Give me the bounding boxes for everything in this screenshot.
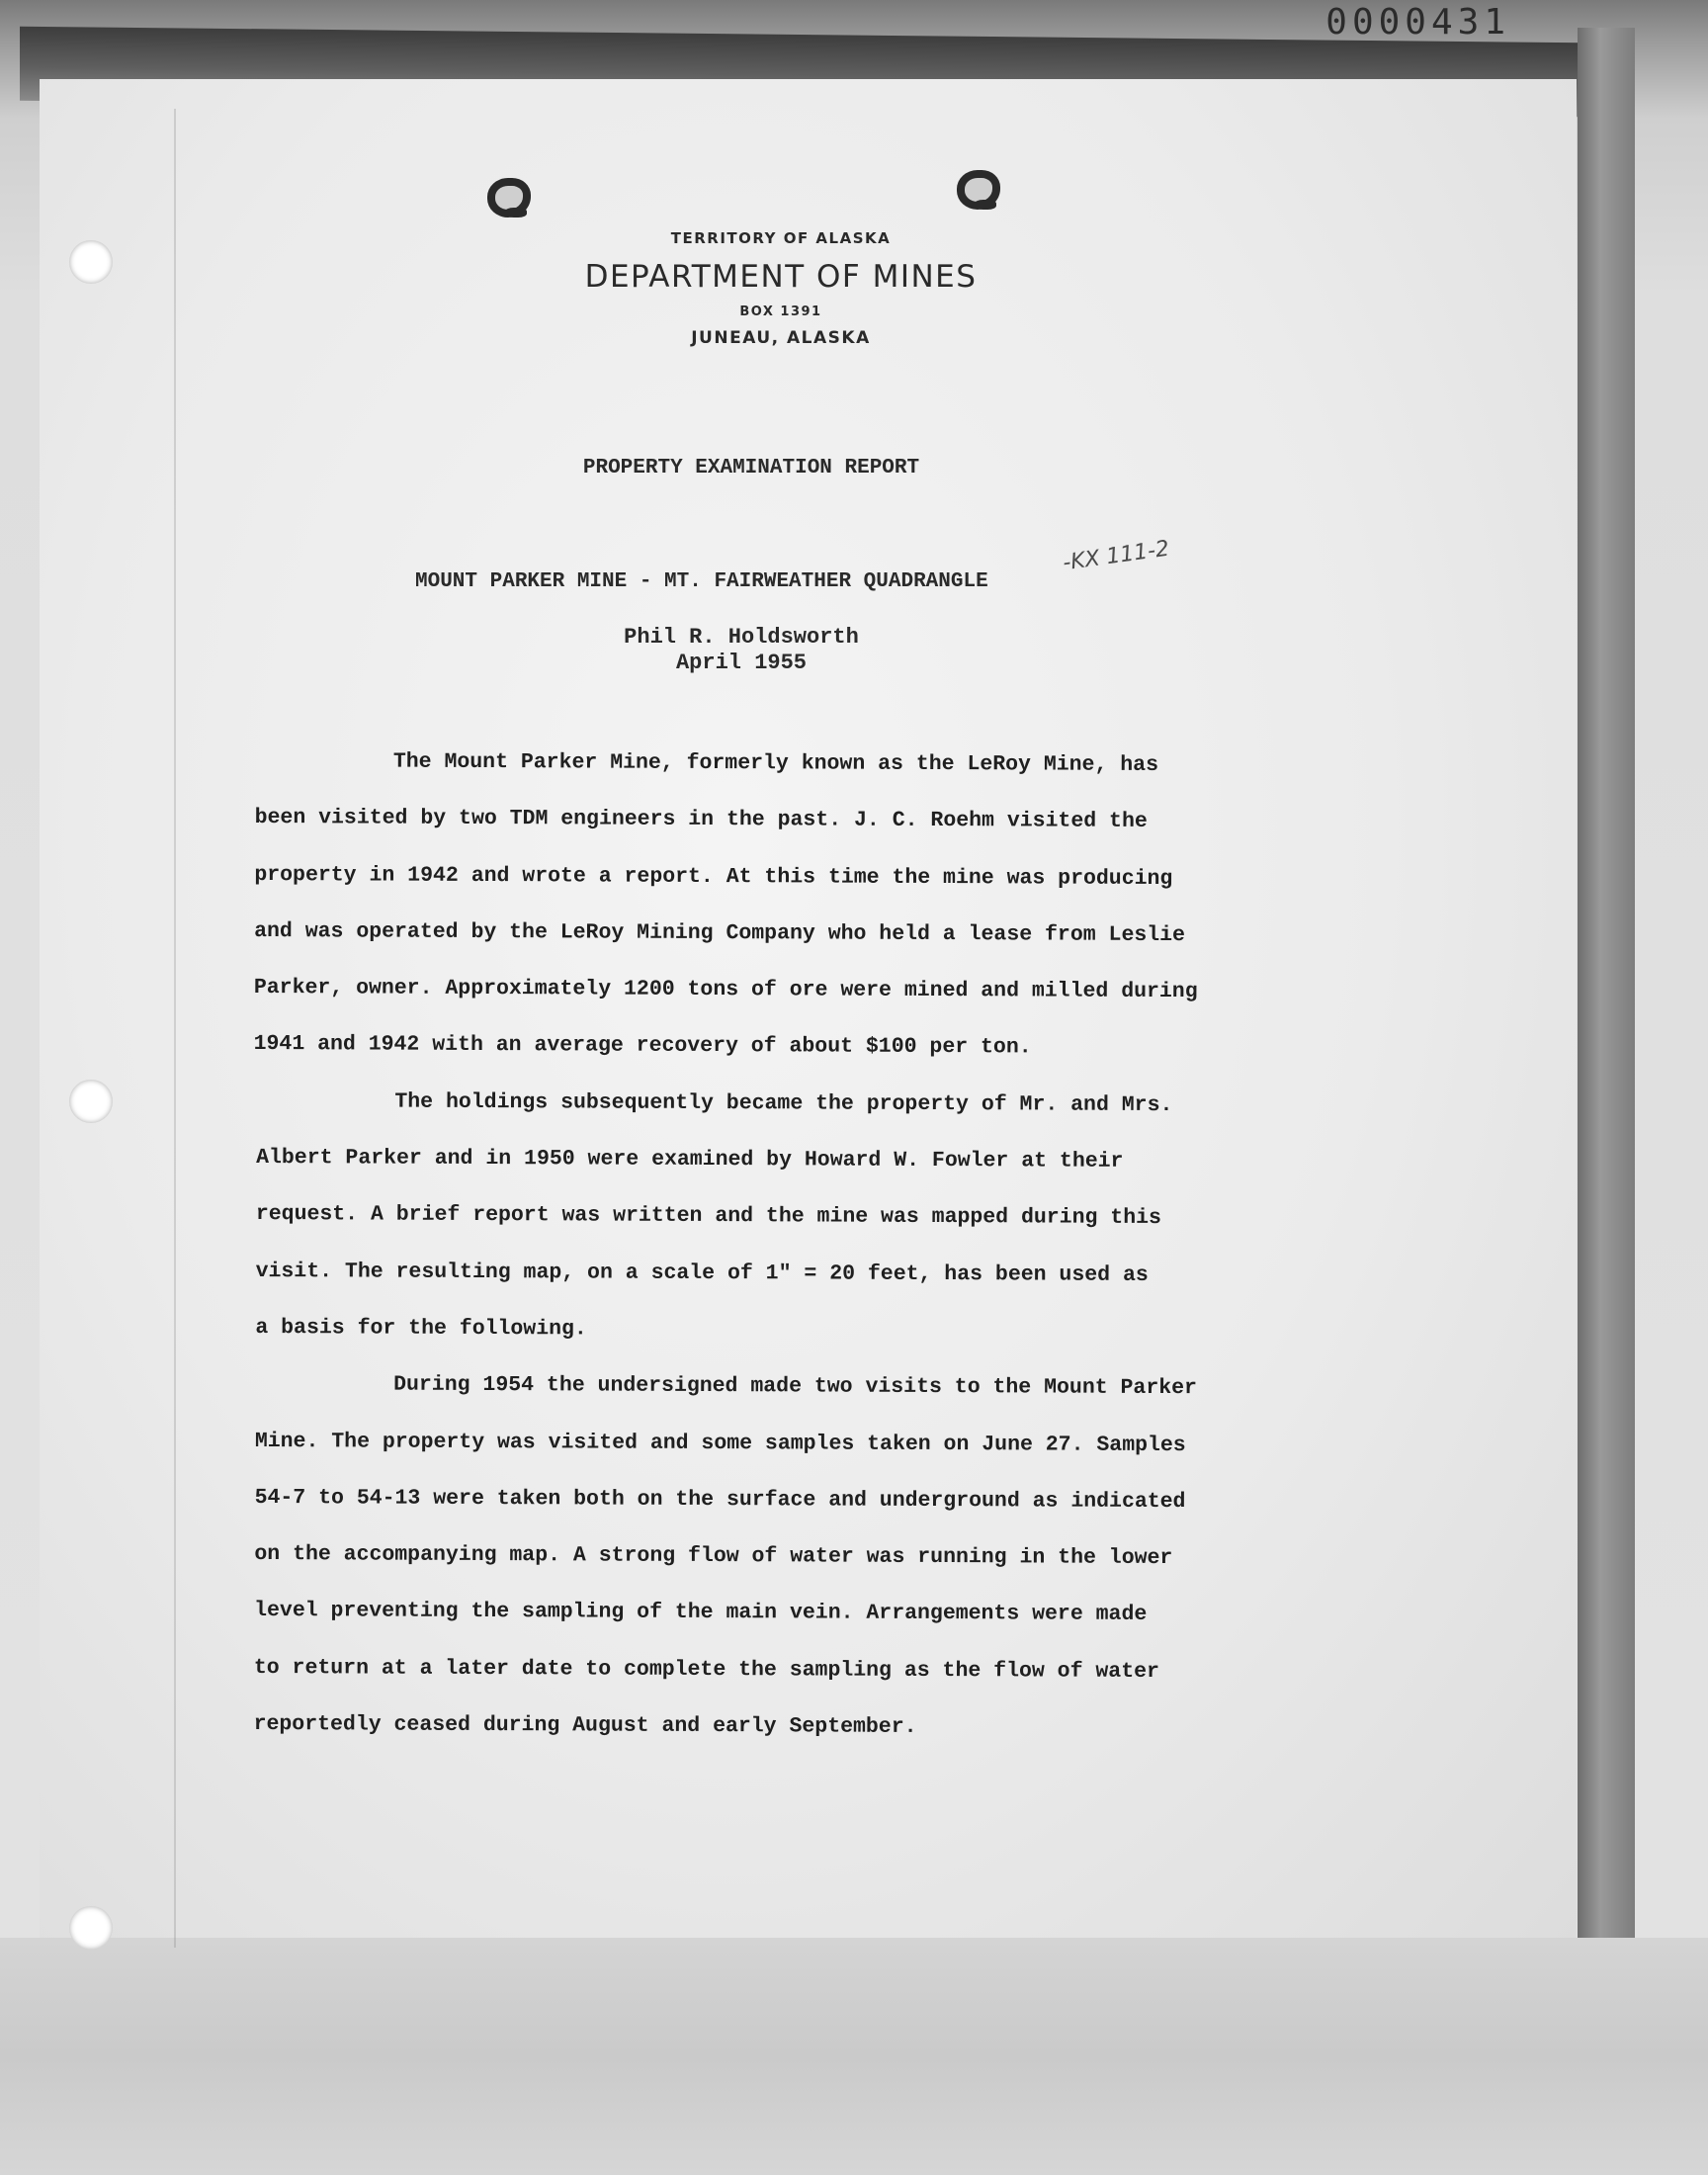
text-line: visit. The resulting map, on a scale of 1" = 20 feet, has been used as: [255, 1259, 1149, 1287]
punch-hole-top: [69, 240, 113, 284]
text-line: reportedly ceased during August and early September.: [253, 1712, 917, 1739]
report-date: April 1955: [675, 651, 808, 675]
letterhead-city: JUNEAU, ALASKA: [691, 328, 871, 348]
text-line: and was operated by the LeRoy Mining Company who held a lease from Leslie: [254, 918, 1186, 947]
letterhead-territory: TERRITORY OF ALASKA: [670, 229, 892, 247]
text-line: The Mount Parker Mine, formerly known as the LeRoy Mine, has: [392, 749, 1159, 777]
margin-line: [174, 109, 176, 1948]
mine-heading: MOUNT PARKER MINE - MT. FAIRWEATHER QUADRANGLE: [415, 570, 988, 593]
scan-right-edge: [1578, 28, 1635, 2049]
report-title: PROPERTY EXAMINATION REPORT: [582, 457, 920, 479]
letterhead-department: DEPARTMENT OF MINES: [584, 259, 978, 295]
text-line: property in 1942 and wrote a report. At this time the mine was producing: [254, 862, 1173, 891]
text-line: Mine. The property was visited and some samples taken on June 27. Samples: [254, 1429, 1186, 1457]
text-line: level preventing the sampling of the main vein. Arrangements were made: [254, 1599, 1148, 1627]
text-line: The holdings subsequently became the property of Mr. and Mrs.: [394, 1089, 1173, 1117]
report-body: [250, 734, 1322, 1758]
text-line: 54-7 to 54-13 were taken both on the surface and underground as indicated: [254, 1485, 1186, 1514]
text-line: request. A brief report was written and the mine was mapped during this: [255, 1202, 1161, 1231]
ink-blot-left: [487, 178, 531, 218]
ink-blot-right: [957, 170, 1000, 210]
text-line: During 1954 the undersigned made two visits to the Mount Parker: [393, 1372, 1198, 1401]
document-number: 0000431: [1325, 2, 1510, 43]
paragraph-2: [255, 1074, 1321, 1361]
text-line: Parker, owner. Approximately 1200 tons of ore were mined and milled during: [253, 976, 1198, 1004]
text-line: 1941 and 1942 with an average recovery of about $100 per ton.: [253, 1032, 1032, 1060]
text-line: been visited by two TDM engineers in the past. J. C. Roehm visited the: [254, 806, 1148, 834]
report-author: Phil R. Holdsworth: [624, 625, 859, 650]
text-line: on the accompanying map. A strong flow of water was running in the lower: [254, 1542, 1173, 1571]
punch-hole-bottom: [69, 1906, 113, 1950]
text-line: a basis for the following.: [255, 1315, 587, 1342]
punch-hole-middle: [69, 1080, 113, 1123]
paragraph-3: [253, 1356, 1320, 1758]
letterhead-box: BOX 1391: [739, 304, 822, 319]
handwritten-annotation: -KX 111-2: [1061, 536, 1171, 576]
text-line: Albert Parker and in 1950 were examined by Howard W. Fowler at their: [256, 1146, 1124, 1174]
paragraph-1: [253, 734, 1322, 1078]
text-line: to return at a later date to complete the sampling as the flow of water: [253, 1655, 1159, 1684]
scan-bottom-edge: [0, 1938, 1708, 2175]
